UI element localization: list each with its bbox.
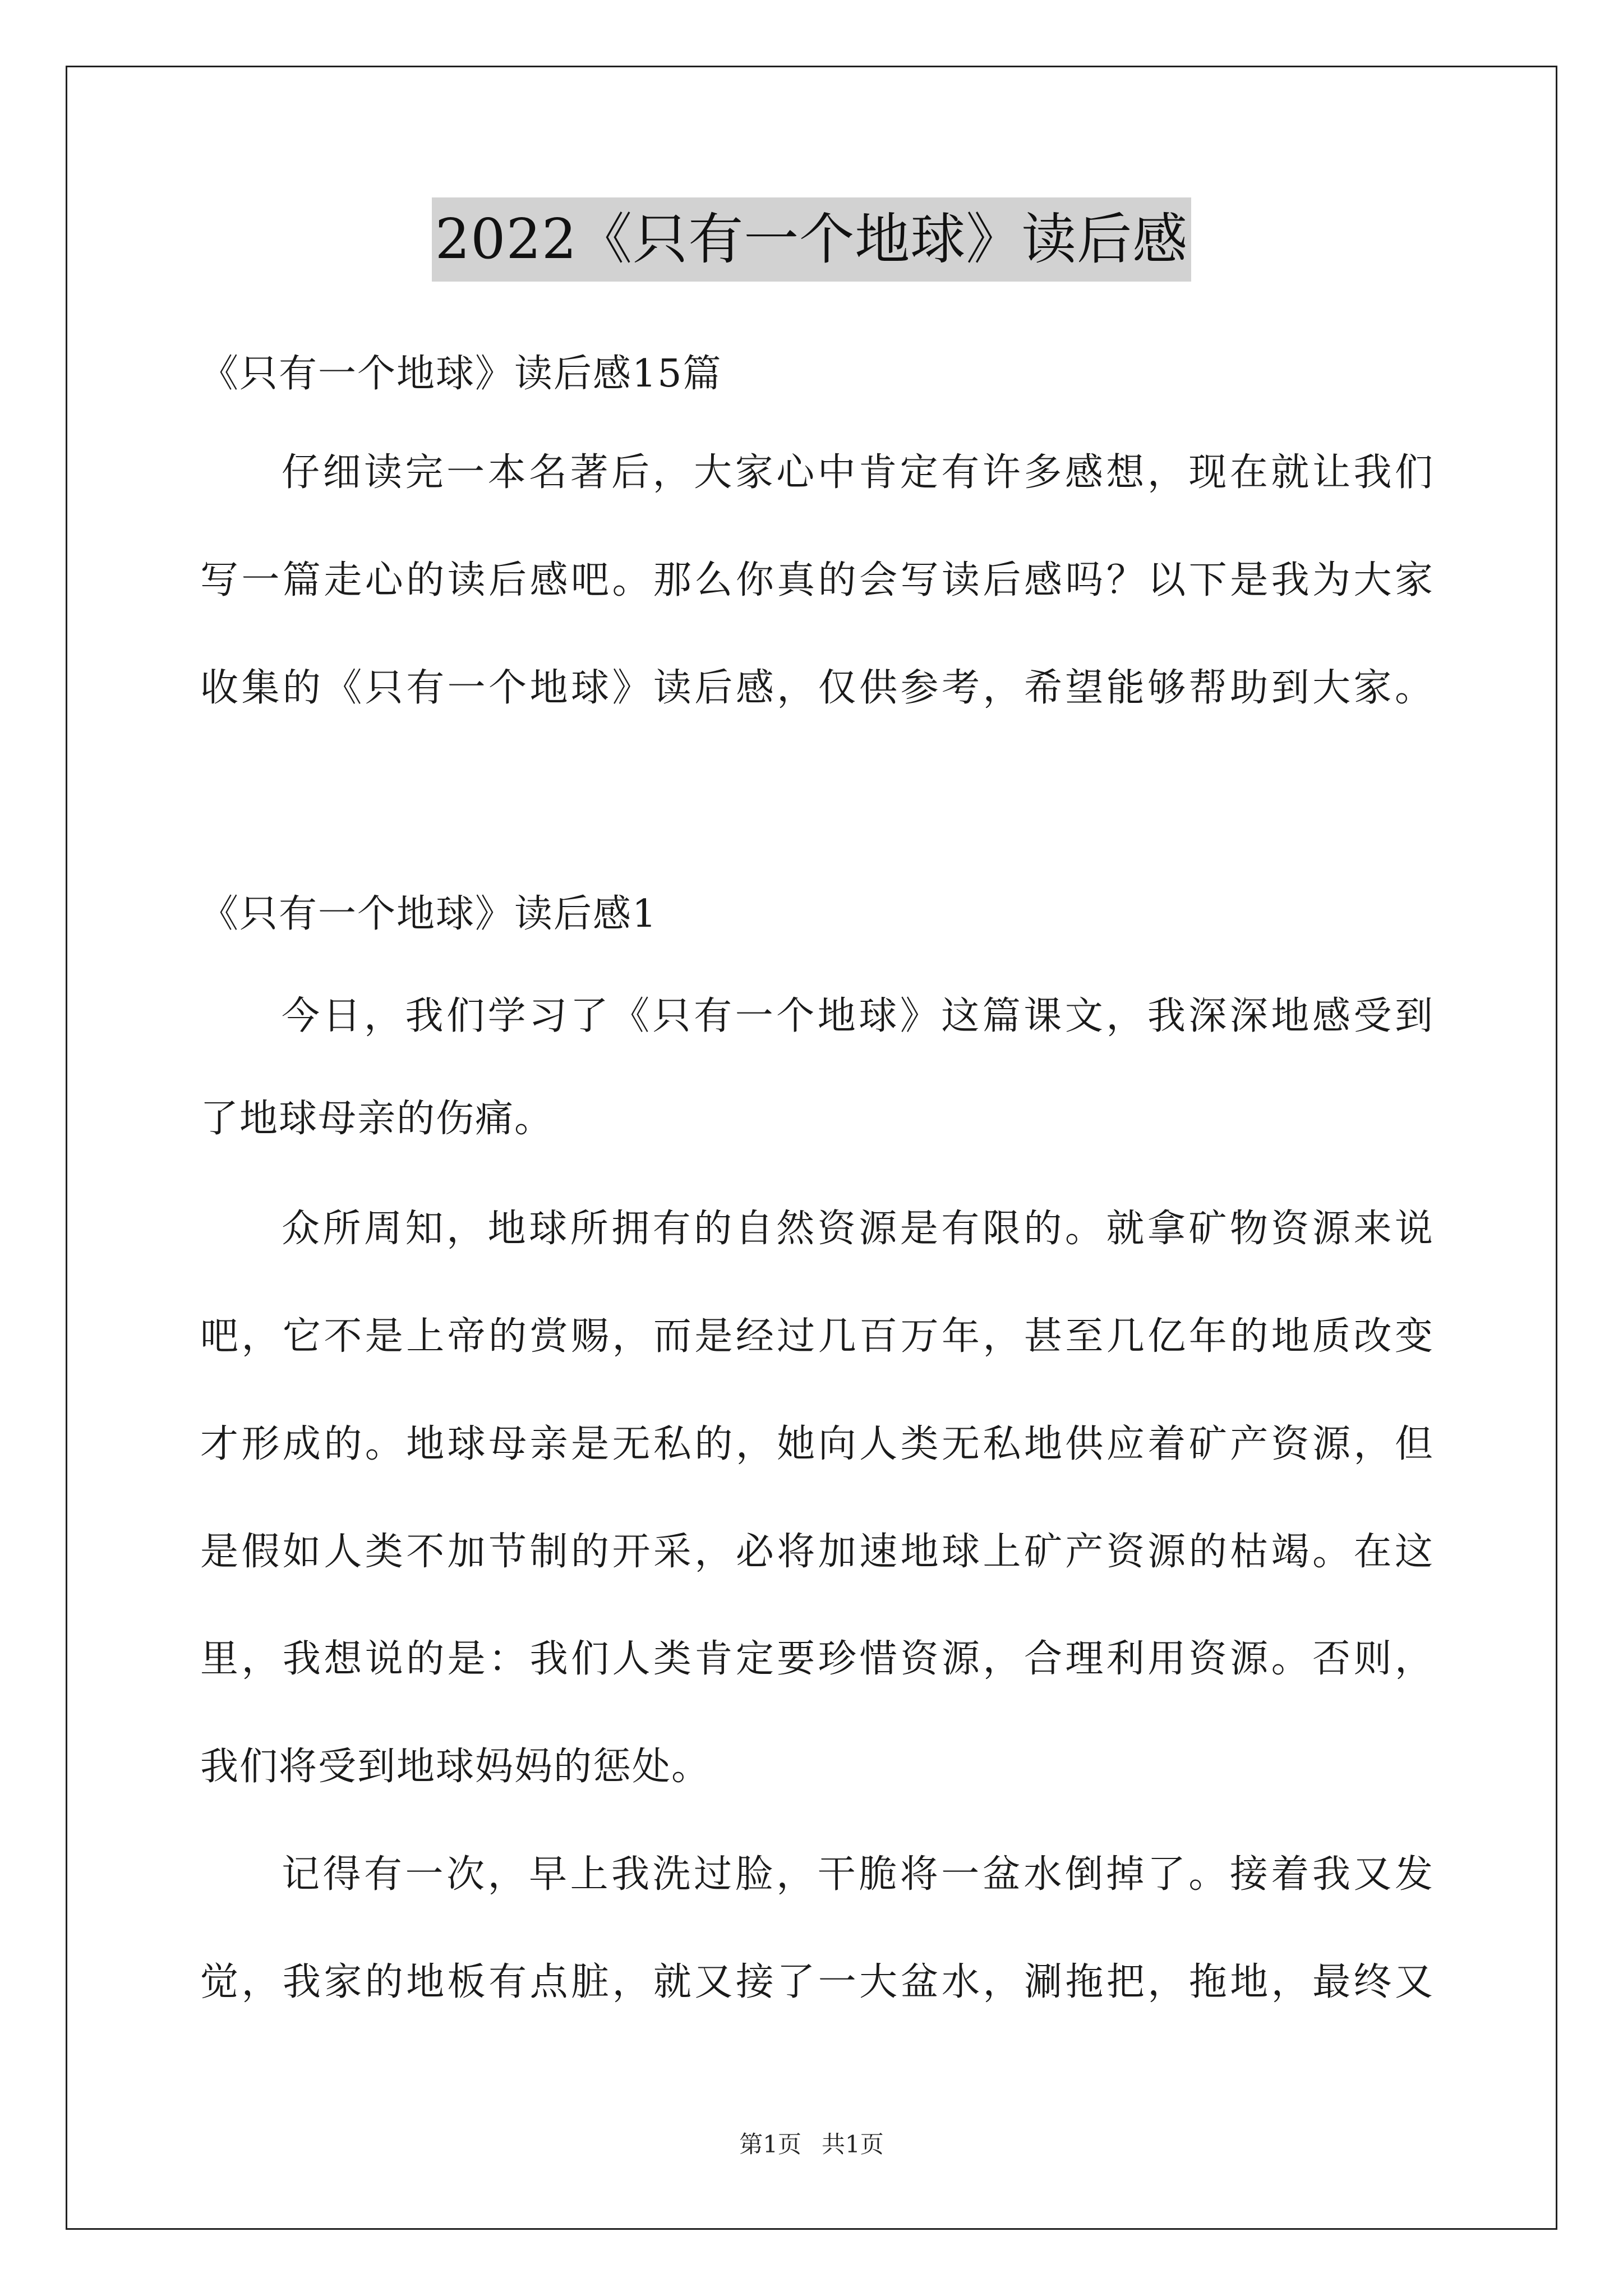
section-heading: 《只有一个地球》读后感1: [200, 892, 658, 936]
title-container: [0, 197, 1623, 282]
page-number-current: 第1页: [739, 2131, 801, 2158]
paragraph-line: 今日，我们学习了《只有一个地球》这篇课文，我深深地感受到: [282, 994, 1434, 1038]
intro-line: 收集的《只有一个地球》读后感，仅供参考，希望能够帮助到大家。: [200, 666, 1434, 710]
document-title: 2022《只有一个地球》读后感: [432, 197, 1191, 282]
intro-line: 写一篇走心的读后感吧。那么你真的会写读后感吗？以下是我为大家: [200, 558, 1434, 602]
intro-line: 仔细读完一本名著后，大家心中肯定有许多感想，现在就让我们: [282, 450, 1434, 495]
paragraph-line: 里，我想说的是：我们人类肯定要珍惜资源，合理利用资源。否则，: [200, 1637, 1434, 1681]
paragraph-line: 觉，我家的地板有点脏，就又接了一大盆水，涮拖把，拖地，最终又: [200, 1960, 1434, 2004]
page-number-total: 共1页: [822, 2131, 884, 2158]
paragraph-line: 众所周知，地球所拥有的自然资源是有限的。就拿矿物资源来说: [282, 1207, 1434, 1251]
subtitle: 《只有一个地球》读后感15篇: [200, 352, 722, 396]
paragraph-line: 吧，它不是上帝的赏赐，而是经过几百万年，甚至几亿年的地质改变: [200, 1314, 1434, 1359]
paragraph-line: 记得有一次，早上我洗过脸，干脆将一盆水倒掉了。接着我又发: [282, 1852, 1434, 1897]
paragraph-line: 才形成的。地球母亲是无私的，她向人类无私地供应着矿产资源，但: [200, 1422, 1434, 1466]
paragraph-line: 我们将受到地球妈妈的惩处。: [200, 1745, 711, 1789]
paragraph-line: 了地球母亲的伤痛。: [200, 1097, 554, 1141]
page-footer: [0, 2129, 1623, 2160]
paragraph-line: 是假如人类不加节制的开采，必将加速地球上矿产资源的枯竭。在这: [200, 1530, 1434, 1574]
